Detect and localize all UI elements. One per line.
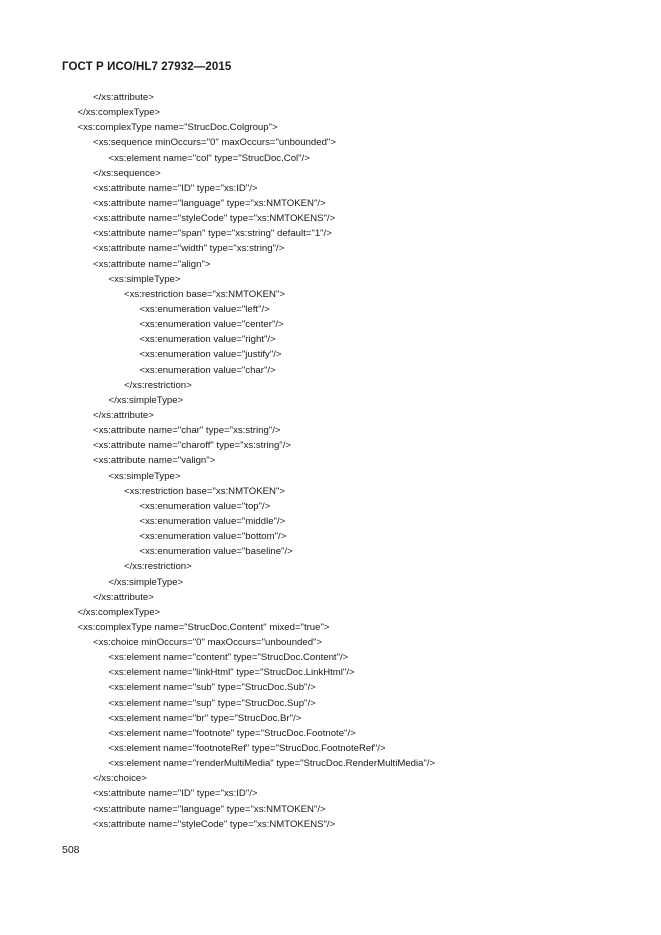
code-line: <xs:complexType name="StrucDoc.Colgroup"> [77,122,278,134]
code-line: <xs:attribute name="align"> [93,258,211,270]
code-line: <xs:simpleType> [108,273,181,285]
code-line: <xs:enumeration value="bottom"/> [139,531,287,543]
code-line: </xs:simpleType> [108,394,184,406]
code-line: <xs:sequence minOccurs="0" maxOccurs="unbounded"> [93,137,336,149]
code-line: <xs:enumeration value="justify"/> [139,349,282,361]
code-line: <xs:enumeration value="baseline"/> [139,546,293,558]
code-line: </xs:choice> [93,773,147,785]
code-line: </xs:restriction> [124,379,192,391]
code-line: <xs:choice minOccurs="0" maxOccurs="unbounded"> [93,637,323,649]
code-line: </xs:sequence> [93,167,161,179]
code-line: <xs:complexType name="StrucDoc.Content" mixed="true"> [77,621,330,633]
code-line: <xs:attribute name="width" type="xs:string"/> [93,243,285,255]
code-line: </xs:restriction> [124,561,192,573]
code-line: <xs:enumeration value="middle"/> [139,515,286,527]
code-line: <xs:element name="footnoteRef" type="StrucDoc.FootnoteRef"/> [108,743,386,755]
document-header: ГОСТ Р ИСО/HL7 27932—2015 [62,61,232,73]
code-line: <xs:enumeration value="char"/> [139,364,276,376]
code-line: <xs:attribute name="ID" type="xs:ID"/> [93,788,258,800]
code-line: <xs:simpleType> [108,470,181,482]
code-listing [0,90,661,832]
code-line: <xs:enumeration value="left"/> [139,303,270,315]
code-line: <xs:element name="sub" type="StrucDoc.Sub"/> [108,682,316,694]
code-line: </xs:complexType> [77,107,161,119]
code-line: </xs:complexType> [77,606,161,618]
code-line: </xs:attribute> [93,591,154,603]
code-line: <xs:restriction base="xs:NMTOKEN"> [124,485,285,497]
code-line: <xs:element name="footnote" type="StrucDoc.Footnote"/> [108,727,356,739]
code-line: <xs:attribute name="language" type="xs:NMTOKEN"/> [93,197,326,209]
code-line: <xs:attribute name="language" type="xs:NMTOKEN"/> [93,803,326,815]
code-line: </xs:simpleType> [108,576,184,588]
code-line: <xs:element name="br" type="StrucDoc.Br"/> [108,712,302,724]
code-line: <xs:element name="sup" type="StrucDoc.Sup"/> [108,697,316,709]
code-line: <xs:attribute name="ID" type="xs:ID"/> [93,182,258,194]
code-line: <xs:element name="col" type="StrucDoc.Col"/> [108,152,310,164]
code-line: <xs:attribute name="styleCode" type="xs:NMTOKENS"/> [93,818,336,830]
code-line: <xs:attribute name="char" type="xs:string"/> [93,425,281,437]
code-line: </xs:attribute> [93,92,154,103]
code-line: <xs:enumeration value="right"/> [139,334,276,346]
code-line: <xs:attribute name="span" type="xs:string" default="1"/> [93,228,332,240]
code-line: </xs:attribute> [93,409,154,421]
code-line: <xs:enumeration value="top"/> [139,500,271,512]
code-line: <xs:enumeration value="center"/> [139,319,284,331]
code-line: <xs:element name="linkHtml" type="StrucDoc.LinkHtml"/> [108,667,355,679]
code-line: <xs:restriction base="xs:NMTOKEN"> [124,288,285,300]
code-line: <xs:element name="content" type="StrucDoc.Content"/> [108,652,349,664]
code-line: <xs:element name="renderMultiMedia" type="StrucDoc.RenderMultiMedia"/> [108,758,436,770]
page-number: 508 [62,844,80,856]
code-line: <xs:attribute name="styleCode" type="xs:NMTOKENS"/> [93,213,336,225]
code-line: <xs:attribute name="valign"> [93,455,216,467]
code-line: <xs:attribute name="charoff" type="xs:string"/> [93,440,291,452]
